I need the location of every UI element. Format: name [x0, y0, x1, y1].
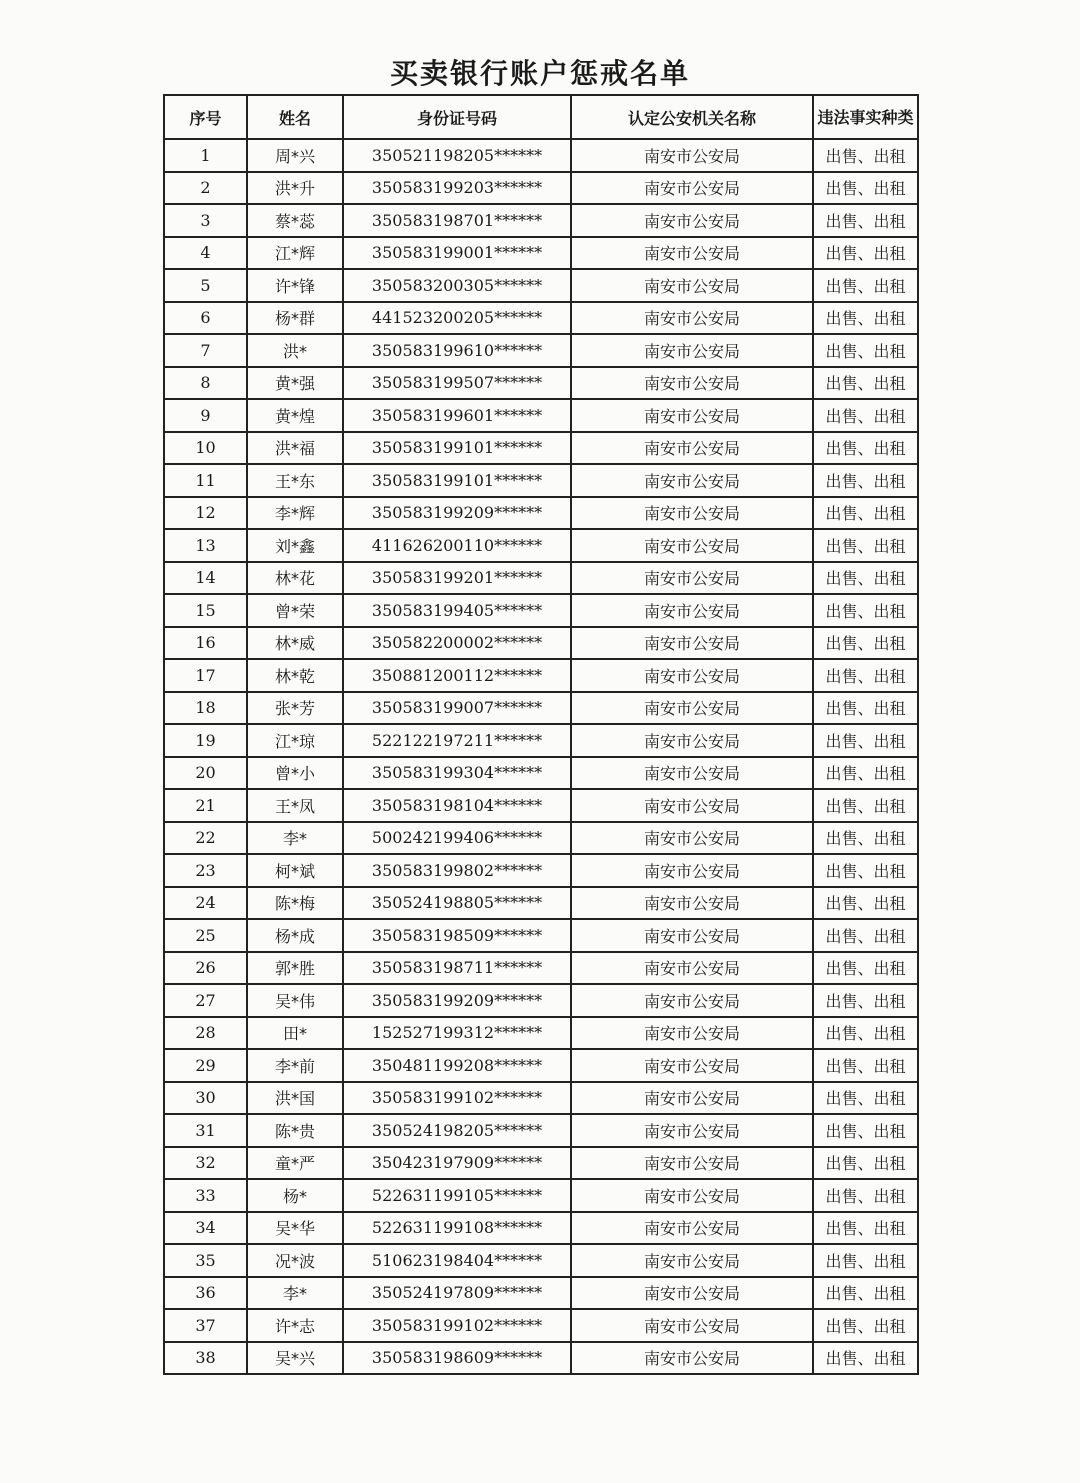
- cell-id-number: 350583199802******: [343, 854, 571, 887]
- cell-id-number: 350521198205******: [343, 139, 571, 172]
- cell-id-number: 441523200205******: [343, 302, 571, 335]
- table-row: [164, 1179, 918, 1212]
- cell-name: 吴*华: [247, 1212, 343, 1245]
- cell-violation-type: 出售、出租: [813, 1114, 918, 1147]
- cell-serial: 25: [164, 919, 247, 952]
- cell-name: 洪*升: [247, 172, 343, 205]
- table-row: [164, 692, 918, 725]
- cell-violation-type: 出售、出租: [813, 464, 918, 497]
- cell-name: 曾*小: [247, 757, 343, 790]
- cell-authority: 南安市公安局: [571, 984, 813, 1017]
- cell-id-number: 350583199601******: [343, 399, 571, 432]
- table-row: [164, 1309, 918, 1342]
- cell-serial: 6: [164, 302, 247, 335]
- cell-id-number: 510623198404******: [343, 1244, 571, 1277]
- cell-violation-type: 出售、出租: [813, 887, 918, 920]
- cell-name: 曾*荣: [247, 594, 343, 627]
- table-row: [164, 399, 918, 432]
- cell-violation-type: 出售、出租: [813, 1309, 918, 1342]
- table-row: [164, 1147, 918, 1180]
- cell-id-number: 500242199406******: [343, 822, 571, 855]
- cell-authority: 南安市公安局: [571, 1082, 813, 1115]
- cell-name: 林*威: [247, 627, 343, 660]
- cell-serial: 19: [164, 724, 247, 757]
- cell-serial: 15: [164, 594, 247, 627]
- cell-id-number: 350583199102******: [343, 1082, 571, 1115]
- cell-authority: 南安市公安局: [571, 302, 813, 335]
- cell-id-number: 350583199101******: [343, 464, 571, 497]
- table-row: [164, 659, 918, 692]
- cell-id-number: 350583199007******: [343, 692, 571, 725]
- cell-id-number: 522631199108******: [343, 1212, 571, 1245]
- cell-violation-type: 出售、出租: [813, 1082, 918, 1115]
- cell-authority: 南安市公安局: [571, 1342, 813, 1375]
- cell-id-number: 350583199304******: [343, 757, 571, 790]
- cell-authority: 南安市公安局: [571, 627, 813, 660]
- cell-id-number: 350583199405******: [343, 594, 571, 627]
- cell-name: 黄*煌: [247, 399, 343, 432]
- cell-id-number: 522631199105******: [343, 1179, 571, 1212]
- cell-violation-type: 出售、出租: [813, 562, 918, 595]
- cell-serial: 26: [164, 952, 247, 985]
- cell-serial: 21: [164, 789, 247, 822]
- cell-authority: 南安市公安局: [571, 172, 813, 205]
- table-row: [164, 627, 918, 660]
- table-row: [164, 334, 918, 367]
- cell-serial: 24: [164, 887, 247, 920]
- cell-id-number: 350583198609******: [343, 1342, 571, 1375]
- header-authority: 认定公安机关名称: [571, 95, 813, 139]
- cell-name: 林*花: [247, 562, 343, 595]
- cell-authority: 南安市公安局: [571, 562, 813, 595]
- cell-serial: 2: [164, 172, 247, 205]
- cell-name: 蔡*蕊: [247, 204, 343, 237]
- cell-authority: 南安市公安局: [571, 139, 813, 172]
- table-row: [164, 1082, 918, 1115]
- cell-violation-type: 出售、出租: [813, 724, 918, 757]
- cell-violation-type: 出售、出租: [813, 757, 918, 790]
- cell-serial: 37: [164, 1309, 247, 1342]
- cell-violation-type: 出售、出租: [813, 594, 918, 627]
- cell-serial: 18: [164, 692, 247, 725]
- cell-violation-type: 出售、出租: [813, 334, 918, 367]
- table-row: [164, 887, 918, 920]
- document-title: 买卖银行账户惩戒名单: [389, 57, 690, 90]
- cell-authority: 南安市公安局: [571, 334, 813, 367]
- table-row: [164, 497, 918, 530]
- table-row: [164, 1244, 918, 1277]
- cell-name: 洪*国: [247, 1082, 343, 1115]
- header-name: 姓名: [247, 95, 343, 139]
- cell-name: 王*东: [247, 464, 343, 497]
- cell-name: 杨*成: [247, 919, 343, 952]
- cell-serial: 5: [164, 269, 247, 302]
- cell-name: 许*锋: [247, 269, 343, 302]
- table-row: [164, 1017, 918, 1050]
- cell-authority: 南安市公安局: [571, 822, 813, 855]
- table-row: [164, 139, 918, 172]
- cell-id-number: 350583199201******: [343, 562, 571, 595]
- cell-name: 江*辉: [247, 237, 343, 270]
- table-row: [164, 854, 918, 887]
- cell-authority: 南安市公安局: [571, 432, 813, 465]
- table-row: [164, 464, 918, 497]
- cell-id-number: 350583198509******: [343, 919, 571, 952]
- cell-violation-type: 出售、出租: [813, 367, 918, 400]
- cell-id-number: 350583198701******: [343, 204, 571, 237]
- cell-id-number: 350423197909******: [343, 1147, 571, 1180]
- cell-serial: 11: [164, 464, 247, 497]
- cell-name: 黄*强: [247, 367, 343, 400]
- table-header-row: [164, 95, 918, 139]
- table-row: [164, 432, 918, 465]
- cell-authority: 南安市公安局: [571, 659, 813, 692]
- cell-id-number: 350583199507******: [343, 367, 571, 400]
- cell-serial: 14: [164, 562, 247, 595]
- header-violation-type: 违法事实种类: [813, 95, 918, 139]
- cell-violation-type: 出售、出租: [813, 497, 918, 530]
- cell-name: 杨*: [247, 1179, 343, 1212]
- cell-name: 周*兴: [247, 139, 343, 172]
- cell-name: 洪*: [247, 334, 343, 367]
- table-row: [164, 367, 918, 400]
- cell-name: 李*前: [247, 1049, 343, 1082]
- cell-name: 张*芳: [247, 692, 343, 725]
- cell-serial: 38: [164, 1342, 247, 1375]
- cell-serial: 27: [164, 984, 247, 1017]
- cell-serial: 9: [164, 399, 247, 432]
- cell-name: 童*严: [247, 1147, 343, 1180]
- cell-authority: 南安市公安局: [571, 854, 813, 887]
- table-row: [164, 204, 918, 237]
- cell-name: 杨*群: [247, 302, 343, 335]
- cell-id-number: 522122197211******: [343, 724, 571, 757]
- cell-serial: 12: [164, 497, 247, 530]
- cell-name: 刘*鑫: [247, 529, 343, 562]
- table-row: [164, 984, 918, 1017]
- cell-serial: 34: [164, 1212, 247, 1245]
- cell-violation-type: 出售、出租: [813, 1342, 918, 1375]
- cell-authority: 南安市公安局: [571, 594, 813, 627]
- cell-name: 李*辉: [247, 497, 343, 530]
- cell-authority: 南安市公安局: [571, 204, 813, 237]
- cell-violation-type: 出售、出租: [813, 692, 918, 725]
- cell-violation-type: 出售、出租: [813, 822, 918, 855]
- cell-name: 况*波: [247, 1244, 343, 1277]
- cell-authority: 南安市公安局: [571, 1277, 813, 1310]
- cell-violation-type: 出售、出租: [813, 1049, 918, 1082]
- cell-violation-type: 出售、出租: [813, 854, 918, 887]
- cell-violation-type: 出售、出租: [813, 659, 918, 692]
- cell-id-number: 152527199312******: [343, 1017, 571, 1050]
- cell-serial: 31: [164, 1114, 247, 1147]
- cell-authority: 南安市公安局: [571, 724, 813, 757]
- cell-id-number: 350583198104******: [343, 789, 571, 822]
- table-row: [164, 789, 918, 822]
- cell-violation-type: 出售、出租: [813, 204, 918, 237]
- cell-violation-type: 出售、出租: [813, 302, 918, 335]
- cell-id-number: 411626200110******: [343, 529, 571, 562]
- table-row: [164, 1342, 918, 1375]
- table-row: [164, 269, 918, 302]
- cell-authority: 南安市公安局: [571, 269, 813, 302]
- cell-name: 王*凤: [247, 789, 343, 822]
- cell-authority: 南安市公安局: [571, 1049, 813, 1082]
- cell-violation-type: 出售、出租: [813, 789, 918, 822]
- cell-violation-type: 出售、出租: [813, 1212, 918, 1245]
- table-row: [164, 562, 918, 595]
- header-id-number: 身份证号码: [343, 95, 571, 139]
- cell-violation-type: 出售、出租: [813, 984, 918, 1017]
- table-row: [164, 237, 918, 270]
- cell-serial: 32: [164, 1147, 247, 1180]
- cell-name: 洪*福: [247, 432, 343, 465]
- cell-authority: 南安市公安局: [571, 1017, 813, 1050]
- cell-violation-type: 出售、出租: [813, 172, 918, 205]
- cell-authority: 南安市公安局: [571, 464, 813, 497]
- table-row: [164, 1114, 918, 1147]
- table-row: [164, 172, 918, 205]
- cell-id-number: 350583198711******: [343, 952, 571, 985]
- cell-name: 许*志: [247, 1309, 343, 1342]
- cell-violation-type: 出售、出租: [813, 1277, 918, 1310]
- cell-name: 柯*斌: [247, 854, 343, 887]
- cell-id-number: 350583199610******: [343, 334, 571, 367]
- table-row: [164, 757, 918, 790]
- cell-name: 陈*贵: [247, 1114, 343, 1147]
- cell-id-number: 350481199208******: [343, 1049, 571, 1082]
- table-row: [164, 302, 918, 335]
- table-row: [164, 529, 918, 562]
- table-row: [164, 822, 918, 855]
- cell-name: 江*琼: [247, 724, 343, 757]
- cell-authority: 南安市公安局: [571, 952, 813, 985]
- cell-violation-type: 出售、出租: [813, 432, 918, 465]
- cell-serial: 10: [164, 432, 247, 465]
- cell-serial: 29: [164, 1049, 247, 1082]
- cell-serial: 16: [164, 627, 247, 660]
- cell-authority: 南安市公安局: [571, 1114, 813, 1147]
- cell-serial: 3: [164, 204, 247, 237]
- cell-authority: 南安市公安局: [571, 1179, 813, 1212]
- cell-serial: 13: [164, 529, 247, 562]
- cell-serial: 7: [164, 334, 247, 367]
- cell-id-number: 350881200112******: [343, 659, 571, 692]
- cell-id-number: 350524198205******: [343, 1114, 571, 1147]
- cell-serial: 4: [164, 237, 247, 270]
- cell-id-number: 350583199209******: [343, 984, 571, 1017]
- cell-violation-type: 出售、出租: [813, 399, 918, 432]
- cell-violation-type: 出售、出租: [813, 627, 918, 660]
- cell-serial: 28: [164, 1017, 247, 1050]
- cell-id-number: 350583199001******: [343, 237, 571, 270]
- cell-authority: 南安市公安局: [571, 757, 813, 790]
- cell-id-number: 350583199101******: [343, 432, 571, 465]
- cell-authority: 南安市公安局: [571, 497, 813, 530]
- table-row: [164, 1212, 918, 1245]
- table-row: [164, 1277, 918, 1310]
- cell-authority: 南安市公安局: [571, 399, 813, 432]
- cell-id-number: 350582200002******: [343, 627, 571, 660]
- cell-authority: 南安市公安局: [571, 1147, 813, 1180]
- cell-name: 李*: [247, 822, 343, 855]
- cell-id-number: 350524197809******: [343, 1277, 571, 1310]
- cell-id-number: 350524198805******: [343, 887, 571, 920]
- cell-serial: 33: [164, 1179, 247, 1212]
- cell-violation-type: 出售、出租: [813, 1017, 918, 1050]
- cell-id-number: 350583199102******: [343, 1309, 571, 1342]
- table-row: [164, 919, 918, 952]
- cell-name: 李*: [247, 1277, 343, 1310]
- cell-name: 林*乾: [247, 659, 343, 692]
- table-row: [164, 1049, 918, 1082]
- header-serial: 序号: [164, 95, 247, 139]
- cell-authority: 南安市公安局: [571, 367, 813, 400]
- table-row: [164, 952, 918, 985]
- cell-serial: 23: [164, 854, 247, 887]
- cell-authority: 南安市公安局: [571, 1212, 813, 1245]
- cell-name: 田*: [247, 1017, 343, 1050]
- cell-id-number: 350583199203******: [343, 172, 571, 205]
- cell-serial: 20: [164, 757, 247, 790]
- cell-id-number: 350583200305******: [343, 269, 571, 302]
- cell-authority: 南安市公安局: [571, 237, 813, 270]
- cell-serial: 35: [164, 1244, 247, 1277]
- cell-authority: 南安市公安局: [571, 1244, 813, 1277]
- cell-name: 陈*梅: [247, 887, 343, 920]
- punishment-list-table: [163, 94, 919, 1375]
- cell-serial: 36: [164, 1277, 247, 1310]
- cell-violation-type: 出售、出租: [813, 1244, 918, 1277]
- cell-serial: 1: [164, 139, 247, 172]
- cell-violation-type: 出售、出租: [813, 919, 918, 952]
- cell-name: 吴*兴: [247, 1342, 343, 1375]
- cell-authority: 南安市公安局: [571, 919, 813, 952]
- cell-violation-type: 出售、出租: [813, 1179, 918, 1212]
- table-row: [164, 594, 918, 627]
- cell-violation-type: 出售、出租: [813, 269, 918, 302]
- cell-authority: 南安市公安局: [571, 1309, 813, 1342]
- cell-violation-type: 出售、出租: [813, 952, 918, 985]
- cell-serial: 30: [164, 1082, 247, 1115]
- cell-serial: 17: [164, 659, 247, 692]
- table-row: [164, 724, 918, 757]
- cell-violation-type: 出售、出租: [813, 529, 918, 562]
- cell-authority: 南安市公安局: [571, 529, 813, 562]
- table-body: [164, 139, 918, 1374]
- cell-serial: 22: [164, 822, 247, 855]
- cell-violation-type: 出售、出租: [813, 1147, 918, 1180]
- cell-authority: 南安市公安局: [571, 789, 813, 822]
- cell-violation-type: 出售、出租: [813, 237, 918, 270]
- cell-serial: 8: [164, 367, 247, 400]
- cell-authority: 南安市公安局: [571, 692, 813, 725]
- cell-authority: 南安市公安局: [571, 887, 813, 920]
- cell-id-number: 350583199209******: [343, 497, 571, 530]
- cell-violation-type: 出售、出租: [813, 139, 918, 172]
- cell-name: 郭*胜: [247, 952, 343, 985]
- cell-name: 吴*伟: [247, 984, 343, 1017]
